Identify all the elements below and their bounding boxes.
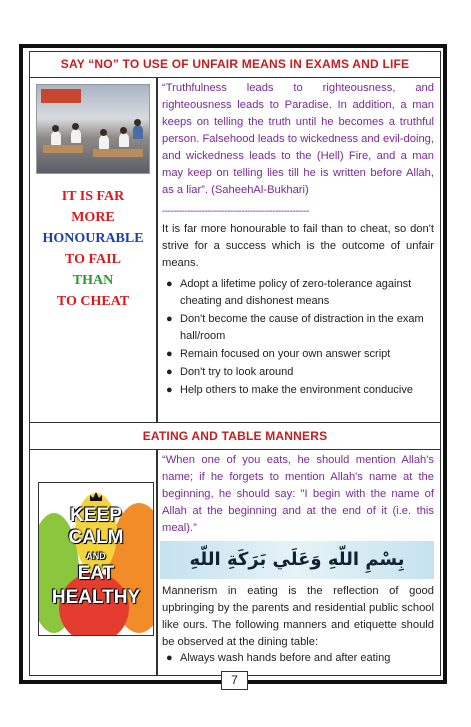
poster-line: AND bbox=[86, 551, 106, 561]
arabic-text: بِسْمِ اللّهِ وَعَلَي بَرَكَةِ اللّهِ bbox=[189, 549, 405, 570]
slogan-line: HONOURABLE bbox=[42, 231, 144, 246]
slogan bbox=[32, 186, 154, 312]
slogan-line: TO FAIL bbox=[65, 252, 121, 267]
column-divider bbox=[156, 77, 158, 422]
section-heading-eating: EATING AND TABLE MANNERS bbox=[29, 422, 441, 450]
arabic-calligraphy-banner bbox=[160, 541, 434, 579]
page-number: 7 bbox=[221, 671, 248, 690]
list-item: ● Don't become the cause of distraction in the exam hall/room bbox=[166, 313, 424, 342]
slogan-line: MORE bbox=[71, 210, 115, 225]
crown-icon bbox=[89, 491, 103, 503]
section-heading-exams: SAY “NO” TO USE OF UNFAIR MEANS IN EXAMS AND LIFE bbox=[29, 51, 441, 78]
keep-calm-eat-healthy-poster bbox=[38, 482, 154, 636]
column-divider bbox=[156, 449, 158, 676]
poster-line: CALM bbox=[68, 527, 124, 548]
poster-line: KEEP bbox=[70, 505, 122, 526]
list-item: ● Always wash hands before and after eating bbox=[166, 652, 391, 664]
bullet-list-exams bbox=[162, 276, 436, 400]
poster-line: EAT bbox=[77, 563, 115, 584]
list-item: ● Adopt a lifetime policy of zero-tolerance against cheating and dishonest means bbox=[166, 278, 412, 307]
slogan-line: IT IS FAR bbox=[61, 189, 125, 204]
list-item: ● Don't try to look around bbox=[166, 366, 294, 378]
dashed-divider: ---------------------------------------------------- bbox=[162, 206, 310, 217]
list-item: ● Help others to make the environment conducive bbox=[166, 384, 413, 396]
hadith-quote-truthfulness: “Truthfulness leads to righteousness, and righteousness leads to Paradise. In addition, a man keeps on telling the truth until he becomes a truthful person. Falsehood leads to wickedness and evil-doing, and wickedness leads to the (Hell) Fire, and a man may keep on telling lies till he is written before Allah, as a liar”. (SaheehAl-Bukhari) bbox=[162, 82, 434, 196]
list-item: ● Remain focused on your own answer script bbox=[166, 348, 391, 360]
slogan-line: TO CHEAT bbox=[56, 294, 130, 309]
classroom-photo bbox=[36, 84, 150, 174]
slogan-line: THAN bbox=[72, 273, 114, 288]
poster-line: HEALTHY bbox=[51, 587, 141, 608]
paragraph-mannerism: Mannerism in eating is the reflection of good upbringing by the parents and residential public school like ours. The following manners and etiquette should be observed at the dining table: bbox=[162, 585, 434, 648]
bullet-list-eating bbox=[162, 650, 436, 668]
hadith-quote-eating: “When one of you eats, he should mention Allah's name; if he forgets to mention Allah's name at the beginning, he should say: "I begin with the name of Allah at the beginning and at the end of it (i.e. this meal).” bbox=[162, 454, 434, 534]
paragraph-honourable: It is far more honourable to fail than to cheat, so don't strive for a success which is the outcome of unfair means. bbox=[162, 223, 434, 269]
